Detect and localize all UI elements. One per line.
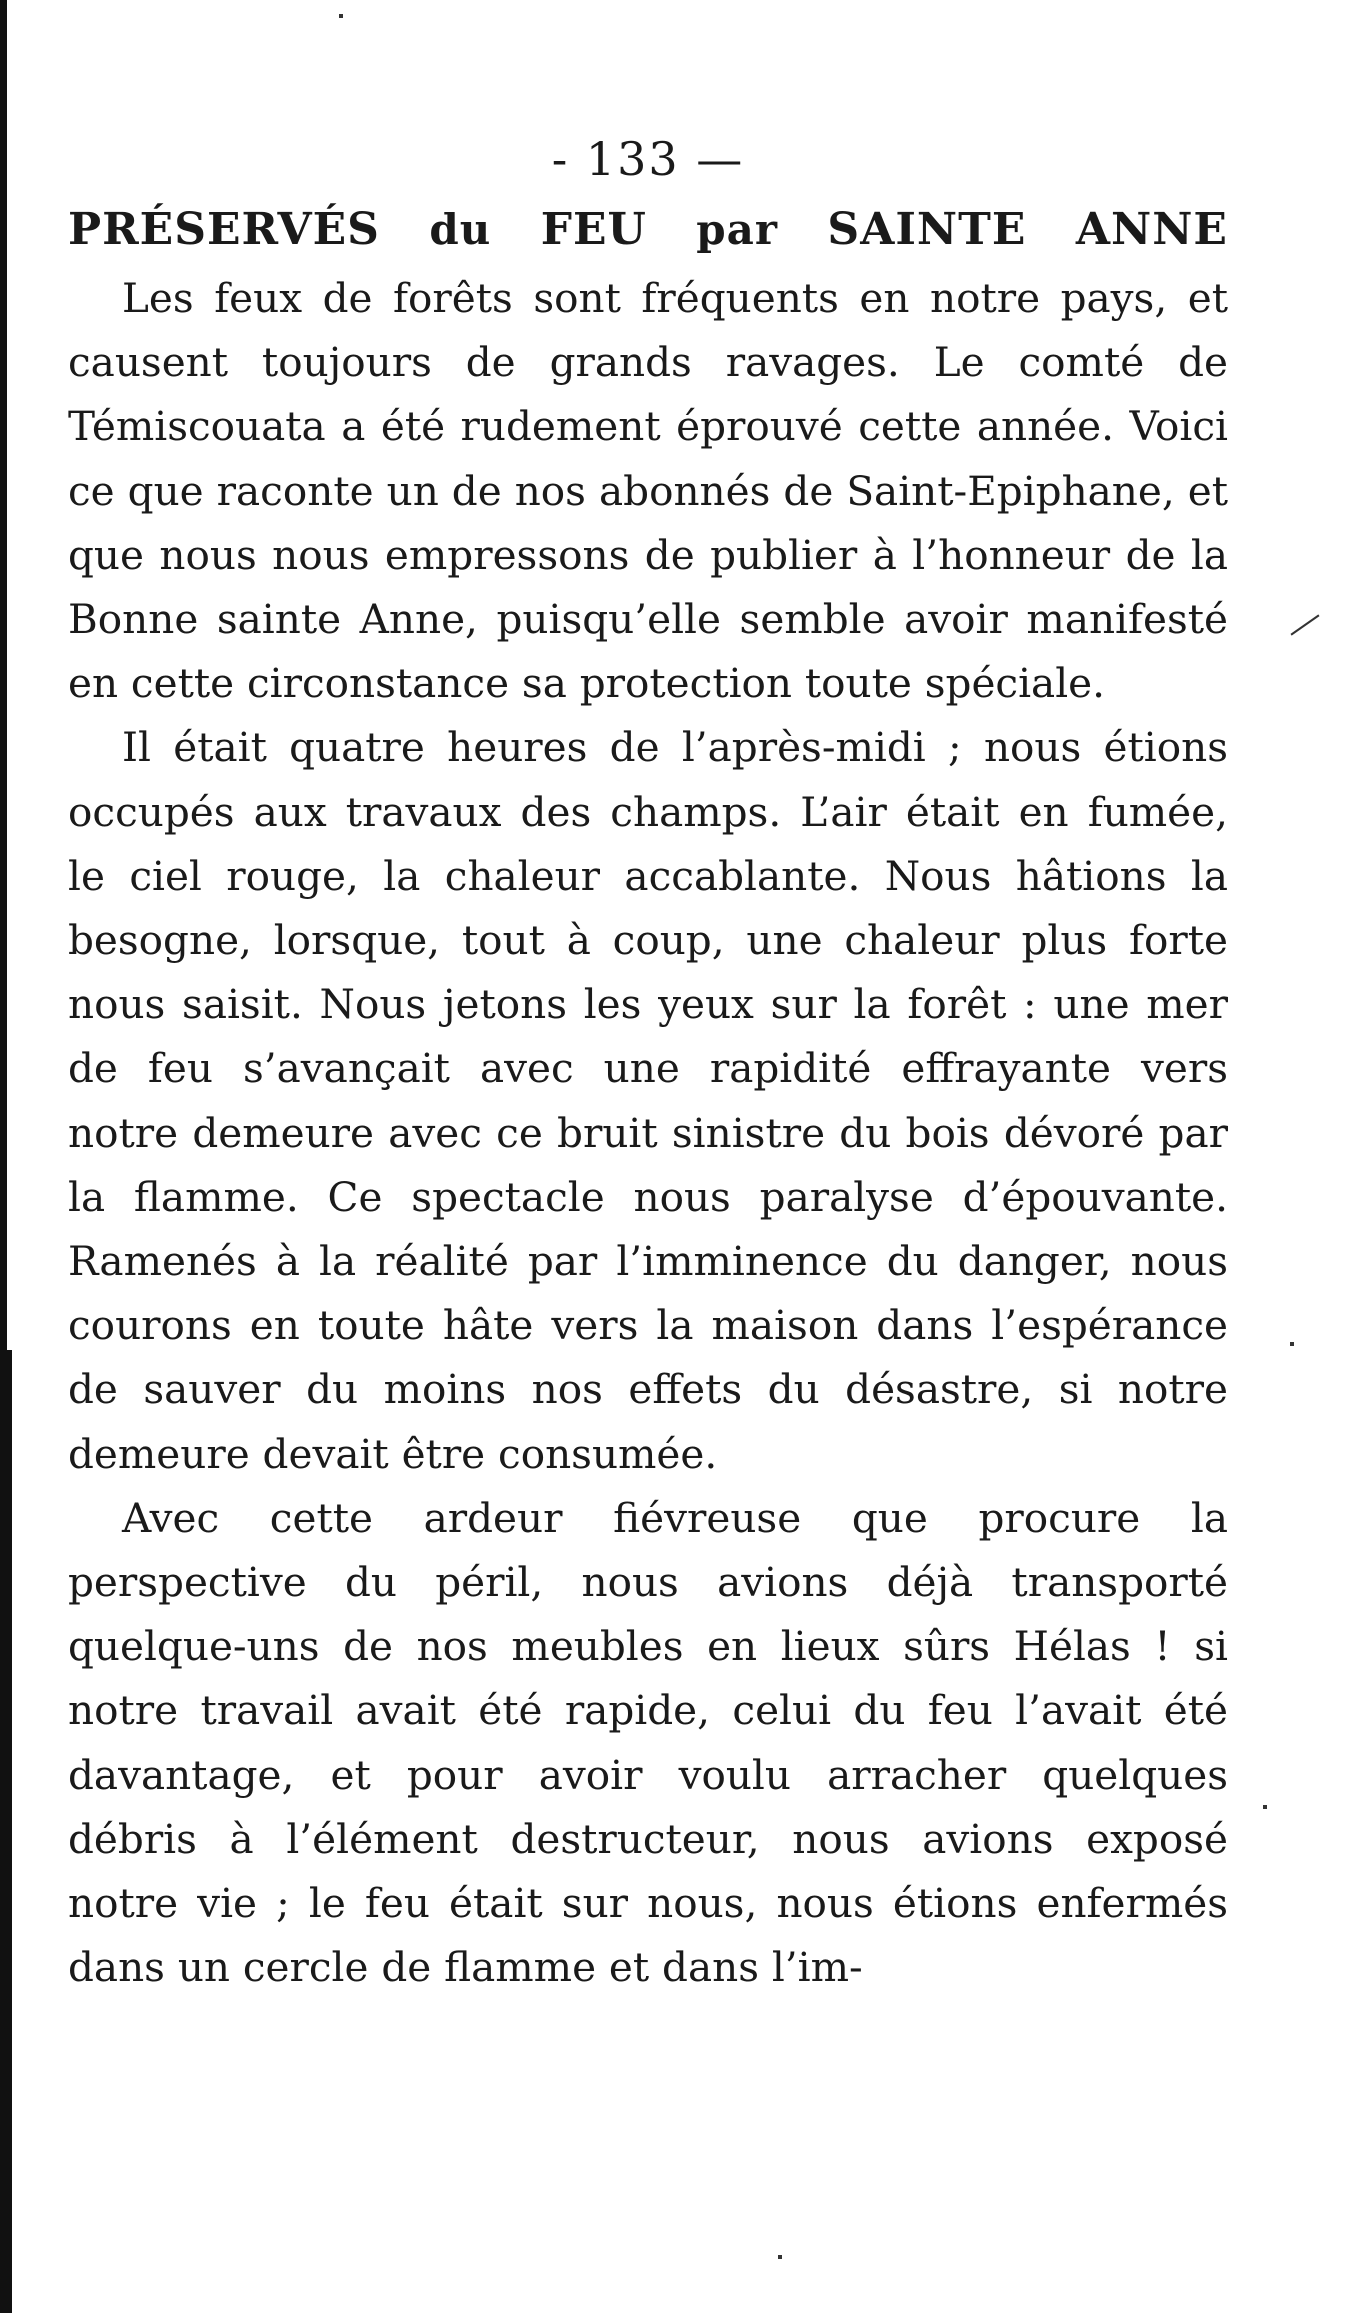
scan-speck <box>1263 1805 1267 1809</box>
binding-edge-shadow <box>0 1350 12 2313</box>
chapter-heading <box>68 194 1228 266</box>
paragraph: Avec cette ardeur fiévreuse que procure la perspective du péril, nous avions déjà transporté quelque-uns de nos meubles en lieux sûrs Hélas ! si notre travail avait été rapide, celui du feu l’avait été davantage, et pour avoir voulu arracher quelques débris à l’élément destructeur, nous avions exposé notre vie ; le feu était sur nous, nous étions enfermés dans un cercle de flamme et dans l’im- <box>68 1493 1228 1992</box>
scan-speck <box>1291 614 1320 635</box>
heading-word: SAINTE <box>827 204 1027 255</box>
heading-word: par <box>696 205 778 254</box>
paragraph: Il était quatre heures de l’après-midi ; nous étions occupés aux travaux des champs. L’air était en fumée, le ciel rouge, la chaleur accablante. Nous hâtions la besogne, lorsque, tout à coup, une chaleur plus forte nous saisit. Nous jetons les yeux sur la forêt : une mer de feu s’avançait avec une rapidité effrayante vers notre demeure avec ce bruit sinistre du bois dévoré par la flamme. Ce spectacle nous paralyse d’épouvante. Ramenés à la réalité par l’imminence du danger, nous courons en toute hâte vers la maison dans l’espérance de sauver du moins nos effets du désastre, si notre demeure devait être consumée. <box>68 723 1228 1478</box>
book-page <box>68 128 1228 1999</box>
heading-word: ANNE <box>1075 204 1228 255</box>
scan-speck <box>778 2255 782 2259</box>
heading-word: du <box>429 205 492 254</box>
scan-speck <box>339 14 343 18</box>
scan-speck <box>1290 1342 1294 1346</box>
paragraph: Les feux de forêts sont fréquents en notre pays, et causent toujours de grands ravages. Le comté de Témiscouata a été rudement éprouvé cette année. Voici ce que raconte un de nos abonnés de Saint-Epiphane, et que nous nous empressons de publier à l’honneur de la Bonne sainte Anne, puisqu’elle semble avoir manifesté en cette circonstance sa protection toute spéciale. <box>68 274 1228 708</box>
page-number: - 133 — <box>551 132 745 186</box>
heading-word: PRÉSERVÉS <box>68 204 380 255</box>
heading-word: FEU <box>540 204 647 255</box>
